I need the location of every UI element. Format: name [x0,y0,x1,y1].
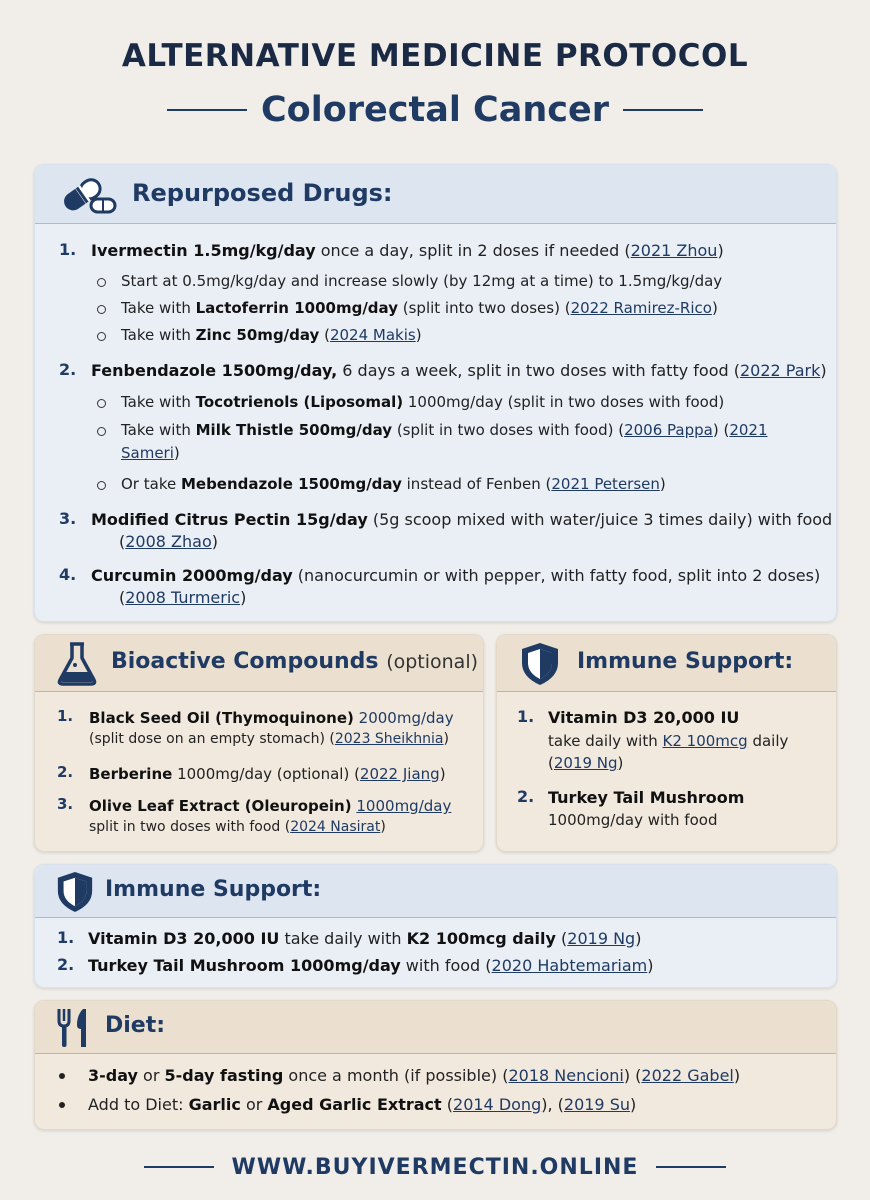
sub-item-continued [121,443,180,464]
sub-text: Take with [121,393,196,411]
sub-text: (split in two doses with food) ( [392,421,625,439]
immune-support-header [497,635,836,692]
list-number: 3. [57,795,74,813]
sub-item [121,474,821,495]
list-item-continued [89,729,449,749]
citation-link[interactable]: 2024 Nasirat [290,819,381,835]
supplement-name: Lactoferrin 1000mg/day [195,299,398,317]
diet-term: 5-day fasting [164,1066,284,1085]
immune-support-wide-heading: Immune Support: [105,877,322,902]
list-number: 1. [517,707,535,726]
citation-link[interactable]: 2023 Sheikhnia [334,731,444,747]
list-item-continued [548,810,717,830]
diet-heading: Diet: [105,1013,166,1038]
supplement-name: Mebendazole 1500mg/day [180,475,402,493]
list-item-berberine [89,763,446,785]
sub-text: Or take [121,475,181,493]
bioactive-compounds-header [35,635,483,692]
shield-icon [55,870,95,918]
dosage-text: 1000mg/day (optional) ( [172,765,360,783]
citation-link[interactable]: 2006 Pappa [624,421,713,439]
list-item-continued [548,731,788,751]
bioactive-compounds-panel [34,634,484,852]
drug-dosage-text: (nanocurcumin or with pepper, with fatty food, split into 2 doses) [292,566,821,585]
citation-link[interactable]: 2022 Jiang [359,765,440,783]
supplement-link[interactable]: K2 100mcg [662,732,748,750]
list-item-olive-leaf [89,795,451,817]
diet-text: or [240,1095,268,1114]
sub-item [121,298,821,319]
diet-header [35,1001,836,1054]
paren: ) [443,731,449,747]
footer-url[interactable]: WWW.BUYIVERMECTIN.ONLINE [231,1154,639,1180]
supplement-name: Turkey Tail Mushroom [548,788,745,807]
flask-icon [55,641,99,691]
drug-dosage-text: (5g scoop mixed with water/juice 3 times daily) with food [367,510,833,529]
list-number: 3. [59,509,77,528]
divider-left [167,109,247,111]
footer [0,1152,870,1182]
sub-bullet [97,332,106,341]
list-number: 1. [57,707,74,725]
list-item-fenbendazole [91,360,831,382]
paren: ) [733,1066,741,1085]
paren: ( [441,1095,454,1114]
list-item-continued [119,531,218,553]
paren: ) [173,444,180,462]
dosage-note: take daily with [548,732,663,750]
sub-text: Start at 0.5mg/kg/day and increase slowly (by 12mg at a time) to 1.5mg/kg/day [121,272,723,290]
drug-name: Modified Citrus Pectin 15g/day [91,510,368,529]
citation-link[interactable]: 2020 Habtemariam [491,956,648,975]
pill-capsule-icon [57,173,119,221]
diet-term: Aged Garlic Extract [267,1095,442,1114]
repurposed-drugs-panel [34,164,837,622]
citation-link[interactable]: 2014 Dong [453,1095,542,1114]
paren: ) [635,929,642,948]
sub-bullet [97,278,106,287]
supplement-name: K2 100mcg daily [406,929,556,948]
dosage-link[interactable]: 1000mg/day [356,797,452,815]
sub-text: Take with [121,421,196,439]
dosage-text: take daily with [279,929,407,948]
paren: ) [380,819,386,835]
dosage-note: 1000mg/day with food [548,811,718,829]
sub-item [121,271,821,292]
supplement-name: Zinc 50mg/day [195,326,320,344]
list-number: 2. [59,360,77,379]
paren: ( [119,532,126,551]
divider-right [656,1166,726,1168]
supplement-name: Vitamin D3 20,000 IU [548,708,740,727]
supplement-name: Tocotrienols (Liposomal) [195,393,404,411]
sub-bullet [97,305,106,314]
list-number: 1. [57,928,75,947]
citation-link[interactable]: 2021 [729,421,768,439]
paren: ) [439,765,446,783]
list-item-vitamin-d3 [548,707,739,729]
paren: ) [711,299,718,317]
supplement-name: Vitamin D3 20,000 IU [88,929,280,948]
list-item-turkey-tail [548,787,744,809]
immune-support-panel-small [496,634,837,852]
dosage-note: daily [747,732,789,750]
immune-support-panel-wide [34,864,837,988]
citation-link[interactable]: 2008 Zhao [125,532,212,551]
sub-text: 1000mg/day (split in two doses with food) [403,393,725,411]
supplement-name: Milk Thistle 500mg/day [195,421,393,439]
citation-link[interactable]: 2008 Turmeric [125,588,241,607]
list-item-fasting [88,1065,740,1087]
sub-item [121,420,811,441]
optional-label: (optional) [386,651,479,673]
sub-item [121,325,821,346]
supplement-name: Turkey Tail Mushroom 1000mg/day [88,956,401,975]
paren: ) [415,326,422,344]
list-item-ivermectin [91,240,831,262]
fork-knife-icon [55,1007,95,1053]
list-item-continued [89,817,386,837]
bullet [59,1073,65,1079]
citation-link[interactable]: 2019 Ng [553,754,618,772]
heading-text: Bioactive Compounds [111,649,379,674]
citation-link[interactable]: Sameri [121,444,174,462]
paren: ) ( [712,421,730,439]
sub-text: Take with [121,326,196,344]
citation-link[interactable]: 2022 Gabel [641,1066,734,1085]
paren: ) [240,588,247,607]
compound-name: Berberine [89,765,173,783]
paren: ) [647,956,654,975]
paren: ) [717,241,724,260]
list-item-vitamin-d3 [88,928,641,950]
citation-link[interactable]: 2019 Su [563,1095,630,1114]
sub-item [121,392,821,413]
list-number: 2. [517,787,535,806]
sub-text: Take with [121,299,196,317]
diet-text: once a month (if possible) ( [283,1066,509,1085]
immune-support-heading: Immune Support: [577,649,794,674]
list-item-turkey-tail [88,955,654,977]
dosage-note: (split dose on an empty stomach) ( [89,731,335,747]
bullet [59,1102,65,1108]
list-item-black-seed-oil [89,707,454,729]
paren: ) [659,475,666,493]
sub-text: ( [319,326,330,344]
repurposed-drugs-header [35,165,836,224]
sub-bullet [97,427,106,436]
immune-support-wide-header [35,865,836,918]
list-number: 2. [57,955,75,974]
list-number: 2. [57,763,74,781]
subtitle-row [0,88,870,132]
citation-link[interactable]: 2022 Park [739,361,821,380]
list-number: 1. [59,240,77,259]
list-item-citrus-pectin [91,509,836,531]
citation-link[interactable]: 2018 Nencioni [508,1066,624,1085]
paren: ( [555,929,568,948]
drug-dosage-text: 6 days a week, split in two doses with fatty food ( [337,361,740,380]
diet-text: or [137,1066,165,1085]
list-item-garlic [88,1094,636,1116]
citation-link[interactable]: 2021 Zhou [630,241,718,260]
sub-bullet [97,481,106,490]
list-item-continued [119,587,246,609]
diet-term: Garlic [188,1095,241,1114]
sub-bullet [97,399,106,408]
diet-text: Add to Diet: [88,1095,189,1114]
compound-name: Olive Leaf Extract (Oleuropein) [89,797,352,815]
divider-right [623,109,703,111]
paren: ) [211,532,218,551]
drug-name: Fenbendazole 1500mg/day, [91,361,338,380]
page-subtitle: Colorectal Cancer [260,90,610,130]
dosage-note: split in two doses with food ( [89,819,291,835]
list-item-curcumin [91,565,836,587]
list-item-continued: (2019 Ng) [548,754,624,772]
compound-name: Black Seed Oil (Thymoquinone) [89,709,354,727]
sub-text: (split into two doses) ( [397,299,571,317]
dosage-text: with food ( [400,956,492,975]
citation-link[interactable]: 2021 Petersen [551,475,660,493]
bioactive-compounds-heading [111,649,478,674]
paren: ( [119,588,126,607]
paren: ) [820,361,827,380]
drug-dosage-text: once a day, split in 2 doses if needed ( [315,241,631,260]
sub-text: instead of Fenben ( [401,475,552,493]
list-number: 4. [59,565,77,584]
repurposed-drugs-heading: Repurposed Drugs: [132,179,393,207]
citation-link[interactable]: 2024 Makis [329,326,416,344]
diet-term: 3-day [88,1066,138,1085]
diet-panel [34,1000,837,1130]
shield-icon [519,641,561,691]
drug-name: Curcumin 2000mg/day [91,566,293,585]
paren: ) ( [623,1066,642,1085]
paren: ), ( [541,1095,564,1114]
divider-left [144,1166,214,1168]
paren: ) [630,1095,637,1114]
dosage-text: 2000mg/day [353,709,454,727]
citation-link[interactable]: 2022 Ramirez-Rico [570,299,712,317]
citation-link[interactable]: 2019 Ng [567,929,636,948]
drug-name: Ivermectin 1.5mg/kg/day [91,241,316,260]
page-title: ALTERNATIVE MEDICINE PROTOCOL [121,38,749,74]
